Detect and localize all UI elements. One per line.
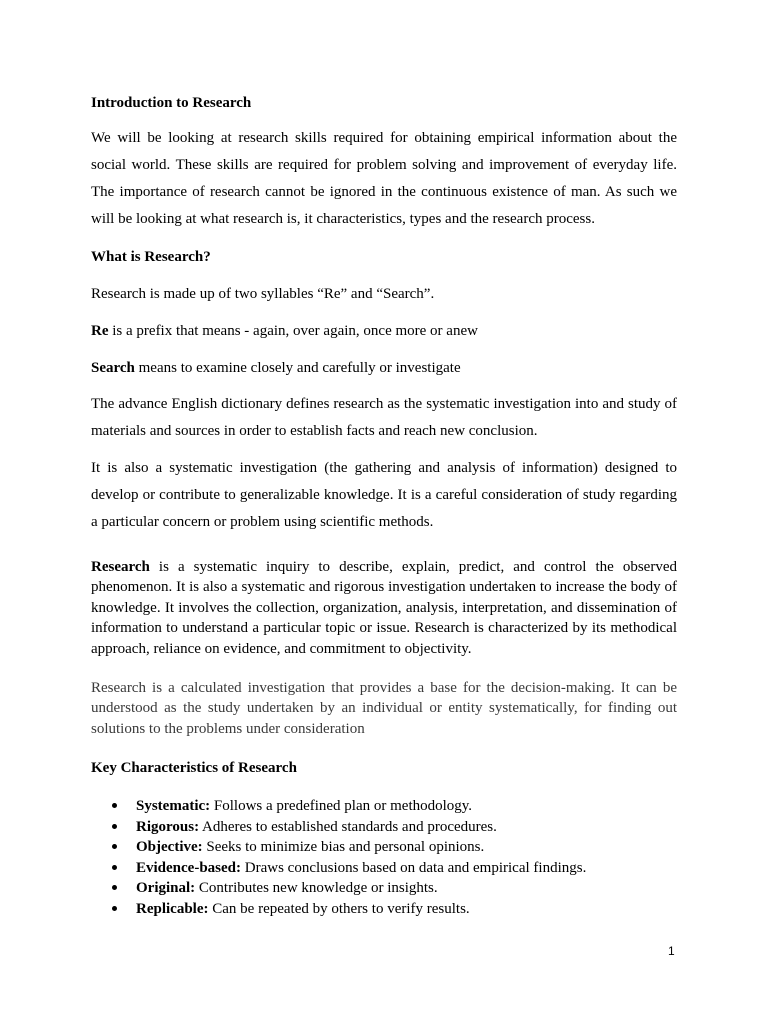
intro-paragraph: We will be looking at research skills required for obtaining empirical information about the social world. These skills are required for problem solving and improvement of everyday life. The importance of research cannot be ignored in the continuous existence of man. As such we will be looking at what research is, it characteristics, types and the research process. xyxy=(91,130,677,227)
characteristic-text: Seeks to minimize bias and personal opinions. xyxy=(202,839,485,856)
search-definition xyxy=(91,359,677,377)
re-definition xyxy=(91,322,677,340)
bullet-icon xyxy=(112,906,117,911)
key-characteristics-heading: Key Characteristics of Research xyxy=(91,760,297,776)
characteristic-text: Contributes new knowledge or insights. xyxy=(195,880,438,897)
characteristic-text: Can be repeated by others to verify results. xyxy=(208,900,470,917)
re-term: Re xyxy=(91,323,109,339)
characteristic-term: Original: xyxy=(136,880,196,897)
inquiry-text: is a systematic inquiry to describe, explain, predict, and control the observed phenomenon. It is also a systematic and rigorous investigation undertaken to increase the body of knowledge. It involves the collection, organization, analysis, interpretation, and dissemination of information to understand a particular topic or issue. Research is characterized by its methodical approach, reliance on evidence, and commitment to objectivity. xyxy=(91,559,677,657)
characteristic-term: Systematic: xyxy=(136,798,211,814)
list-item xyxy=(91,899,677,920)
characteristic-text: Follows a predefined plan or methodology. xyxy=(210,798,473,814)
list-item xyxy=(91,796,677,817)
bullet-icon xyxy=(112,885,117,890)
characteristic-term: Replicable: xyxy=(136,900,209,917)
search-definition-text: means to examine closely and carefully or investigate xyxy=(134,360,461,376)
inquiry-term: Research xyxy=(91,559,150,575)
systematic-investigation-paragraph: It is also a systematic investigation (the gathering and analysis of information) designed to develop or contribute to generalizable knowledge. It is a careful consideration of study regarding a particular concern or problem using scientific methods. xyxy=(91,460,677,530)
what-is-research-heading: What is Research? xyxy=(91,249,211,265)
syllables-line: Research is made up of two syllables “Re” and “Search”. xyxy=(91,286,435,302)
bullet-icon xyxy=(112,803,117,808)
calculated-investigation-paragraph: Research is a calculated investigation that provides a base for the decision-making. It can be understood as the study undertaken by an individual or entity systematically, for finding out solutions to the problems under consideration xyxy=(91,680,677,737)
characteristic-term: Rigorous: xyxy=(136,818,200,835)
characteristic-text: Draws conclusions based on data and empirical findings. xyxy=(241,859,587,876)
page-title: Introduction to Research xyxy=(91,95,252,111)
characteristic-term: Objective: xyxy=(136,839,203,856)
list-item xyxy=(91,878,677,899)
characteristic-term: Evidence-based: xyxy=(136,859,241,876)
bullet-icon xyxy=(112,865,117,870)
re-definition-text: is a prefix that means - again, over again, once more or anew xyxy=(108,323,478,339)
page-number: 1 xyxy=(668,944,675,958)
characteristics-list xyxy=(91,796,677,920)
characteristic-text: Adheres to established standards and procedures. xyxy=(199,818,497,835)
search-term: Search xyxy=(91,360,135,376)
bullet-icon xyxy=(112,844,117,849)
list-item xyxy=(91,837,677,858)
list-item xyxy=(91,858,677,879)
dictionary-paragraph: The advance English dictionary defines research as the systematic investigation into and study of materials and sources in order to establish facts and reach new conclusion. xyxy=(91,396,677,439)
list-item xyxy=(91,817,677,838)
systematic-inquiry-paragraph xyxy=(91,557,677,659)
bullet-icon xyxy=(112,824,117,829)
